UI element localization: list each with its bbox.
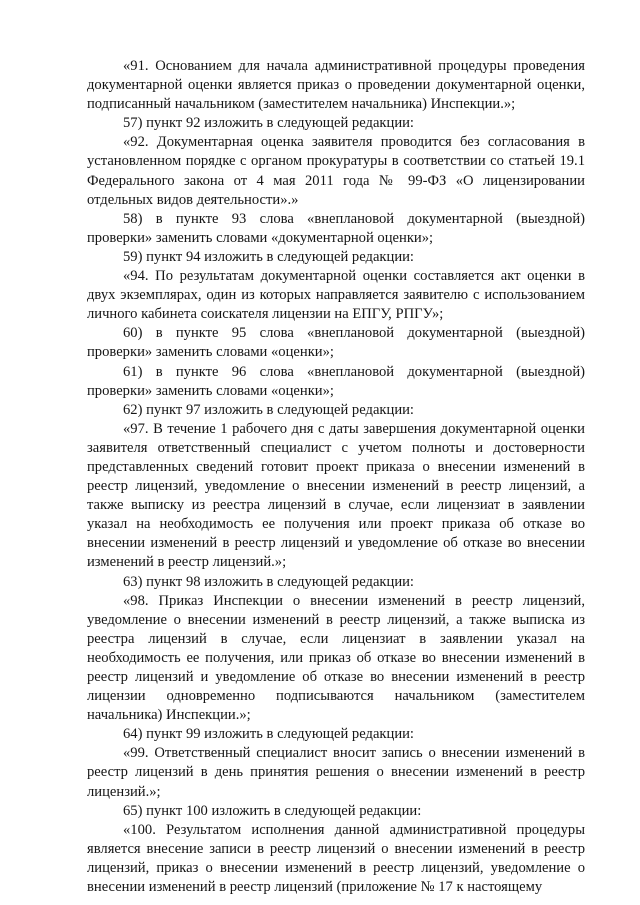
paragraph-item-57: 57) пункт 92 изложить в следующей редакции: bbox=[123, 115, 414, 132]
paragraph-clause-100: «100. Результатом исполнения данной административной процедуры является внесение записи в реестр лицензий о внесении изменений в реестр лицензий, приказ о внесении изменений в реестр лицензий, уведомление о внесении изменений в реестр лицензий (приложение № 17 к настоящему bbox=[87, 821, 585, 896]
paragraph-clause-99: «99. Ответственный специалист вносит запись о внесении изменений в реестр лицензий в день принятия решения о внесении изменений в реестр лицензий.»; bbox=[87, 745, 585, 800]
paragraph-clause-98: «98. Приказ Инспекции о внесении изменений в реестр лицензий, уведомление о внесении изменений в реестр лицензий, а также выписка из реестра лицензий в случае, если лицензиат в заявлении указал на необходимость ее получения, или приказ об отказе во внесении изменений в реестр лицензий и уведомление об отказе во внесении изменений в реестр лицензии одновременно подписываются начальником (заместителем начальника) Инспекции.»; bbox=[87, 592, 585, 724]
paragraph-item-59: 59) пункт 94 изложить в следующей редакции: bbox=[123, 248, 414, 265]
paragraph-clause-94: «94. По результатам документарной оценки составляется акт оценки в двух экземплярах, один из которых направляется заявителю с использованием личного кабинета соискателя лицензии на ЕПГУ, РПГУ»; bbox=[87, 268, 585, 323]
paragraph-item-60: 60) в пункте 95 слова «внеплановой документарной (выездной) проверки» заменить словами «оценки»; bbox=[87, 325, 585, 361]
paragraph-item-64: 64) пункт 99 изложить в следующей редакции: bbox=[123, 726, 414, 743]
paragraph-item-58: 58) в пункте 93 слова «внеплановой документарной (выездной) проверки» заменить словами «документарной оценки»; bbox=[87, 210, 585, 246]
paragraph-clause-97: «97. В течение 1 рабочего дня с даты завершения документарной оценки заявителя ответственный специалист с учетом полноты и достоверности представленных сведений готовит проект приказа о внесении изменений в реестр лицензий, уведомление о внесении изменений в реестр лицензий, а также выписку из реестра лицензий в случае, если лицензиат в заявлении указал на необходимость ее получения или проект приказа об отказе во внесении изменений в реестр лицензий и уведомление об отказе во внесении изменений в реестр лицензий.»; bbox=[87, 420, 585, 571]
paragraph-item-65: 65) пункт 100 изложить в следующей редакции: bbox=[123, 802, 422, 819]
paragraph-item-62: 62) пункт 97 изложить в следующей редакции: bbox=[123, 401, 414, 418]
paragraph-item-61: 61) в пункте 96 слова «внеплановой документарной (выездной) проверки» заменить словами «оценки»; bbox=[87, 363, 585, 399]
paragraph-clause-91: «91. Основанием для начала административной процедуры проведения документарной оценки является приказ о проведении документарной оценки, подписанный начальником (заместителем начальника) Инспекции.»; bbox=[87, 58, 585, 113]
paragraph-clause-92: «92. Документарная оценка заявителя проводится без согласования в установленном порядке с органом прокуратуры в соответствии со статьей 19.1 Федерального закона от 4 мая 2011 года № 99-ФЗ «О лицензировании отдельных видов деятельности».» bbox=[87, 134, 585, 208]
paragraph-item-63: 63) пункт 98 изложить в следующей редакции: bbox=[123, 573, 414, 590]
